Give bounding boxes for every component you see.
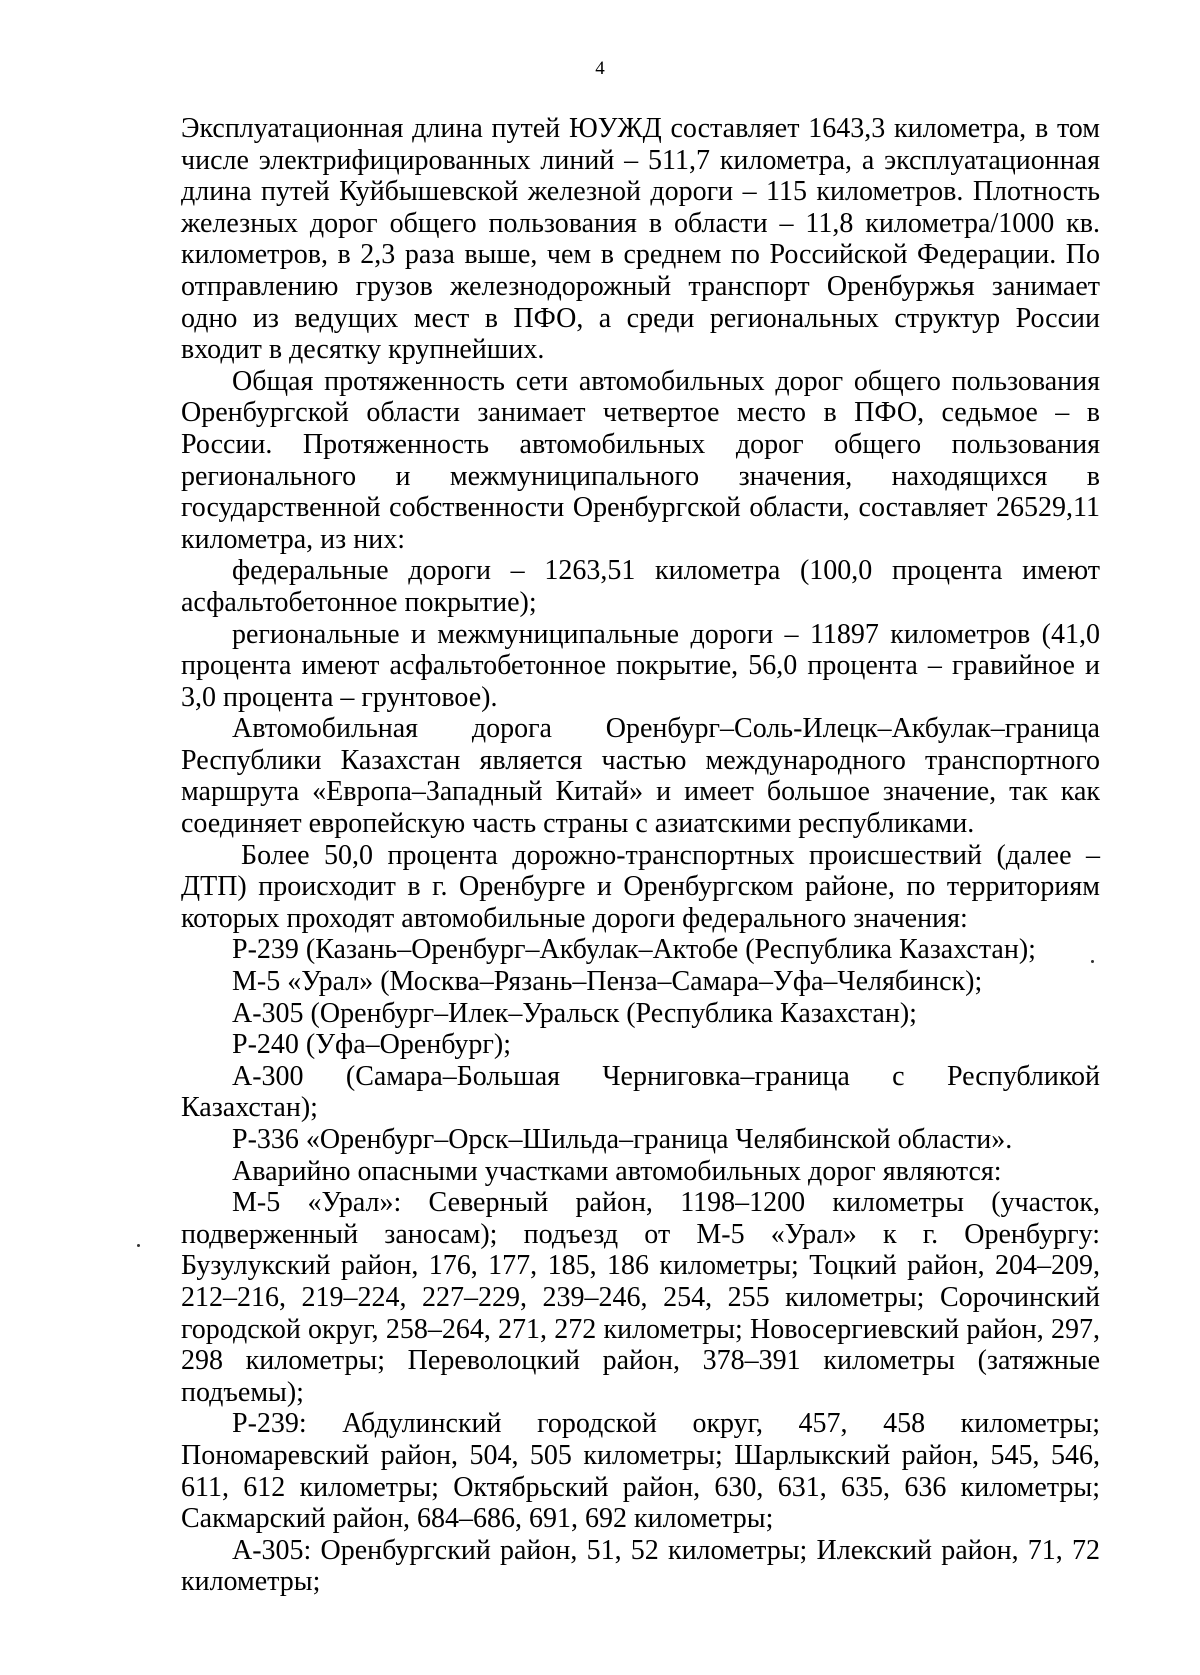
paragraph-federal-roads: федеральные дороги – 1263,51 километра (100,0 процента имеют асфальтобетонное покрытие); <box>181 555 1100 618</box>
scan-speck <box>1091 960 1094 963</box>
road-item-a305: А-305 (Оренбург–Илек–Уральск (Республика Казахстан); <box>232 997 917 1029</box>
paragraph-road-network: Общая протяженность сети автомобильных дорог общего пользования Оренбургской области занимает четвертое место в ПФО, седьмое – в России. Протяженность автомобильных дорог общего пользования регионального и межмуниципального значения, находящихся в государственной собственности Оренбургской области, составляет 26529,11 километра, из них: <box>181 365 1100 555</box>
road-item-r240: Р-240 (Уфа–Оренбург); <box>232 1029 512 1061</box>
scan-speck <box>137 1244 140 1247</box>
page-number: 4 <box>595 58 605 79</box>
paragraph-railway-length: Эксплуатационная длина путей ЮУЖД составляет 1643,3 километра, в том числе электрифицированных линий – 511,7 километра, а эксплуатационная длина путей Куйбышевской железной дороги – 115 километров. Плотность железных дорог общего пользования в области – 11,8 километра/1000 кв. километров, в 2,3 раза выше, чем в среднем по Российской Федерации. По отправлению грузов железнодорожный транспорт Оренбуржья занимает одно из ведущих мест в ПФО, а среди региональных структур России входит в десятку крупнейших. <box>181 113 1100 366</box>
dangerous-section-r239: Р-239: Абдулинский городской округ, 457, 458 километры; Пономаревский район, 504, 505 километры; Шарлыкский район, 545, 546, 611, 612 километры; Октябрьский район, 630, 631, 635, 636 километры; Сакмарский район, 684–686, 691, 692 километры; <box>181 1408 1100 1535</box>
dangerous-section-m5: М-5 «Урал»: Северный район, 1198–1200 километры (участок, подверженный заносам); подъезд от М-5 «Урал» к г. Оренбургу: Бузулукский район, 176, 177, 185, 186 километры; Тоцкий район, 204–209, 212–216, 219–224, 227–229, 239–246, 254, 255 километры; Сорочинский городской округ, 258–264, 271, 272 километры; Новосергиевский район, 297, 298 километры; Переволоцкий район, 378–391 километры (затяжные подъемы); <box>181 1187 1100 1408</box>
paragraph-regional-roads: региональные и межмуниципальные дороги – 11897 километров (41,0 процента имеют асфальтобетонное покрытие, 56,0 процента – гравийное и 3,0 процента – грунтовое). <box>181 618 1100 713</box>
dangerous-section-a305: А-305: Оренбургский район, 51, 52 километры; Илекский район, 71, 72 километры; <box>181 1534 1100 1598</box>
road-item-r239: Р-239 (Казань–Оренбург–Акбулак–Актобе (Республика Казахстан); <box>232 934 1036 966</box>
road-item-r336: Р-336 «Оренбург–Орск–Шильда–граница Челябинской области». <box>232 1124 1013 1155</box>
paragraph-dangerous-sections: Аварийно опасными участками автомобильных дорог являются: <box>232 1155 1002 1187</box>
road-item-m5: М-5 «Урал» (Москва–Рязань–Пенза–Самара–Уфа–Челябинск); <box>232 966 983 998</box>
road-item-a300: А-300 (Самара–Большая Черниговка–граница с Республикой Казахстан); <box>181 1060 1100 1124</box>
paragraph-international-route: Автомобильная дорога Оренбург–Соль-Илецк–Акбулак–граница Республики Казахстан является частью международного транспортного маршрута «Европа–Западный Китай» и имеет большое значение, так как соединяет европейскую часть страны с азиатскими республиками. <box>181 713 1100 840</box>
paragraph-accidents: Более 50,0 процента дорожно-транспортных происшествий (далее – ДТП) происходит в г. Оренбурге и Оренбургском районе, по территориям которых проходят автомобильные дороги федерального значения: <box>181 839 1100 934</box>
body-text <box>181 113 1100 1598</box>
